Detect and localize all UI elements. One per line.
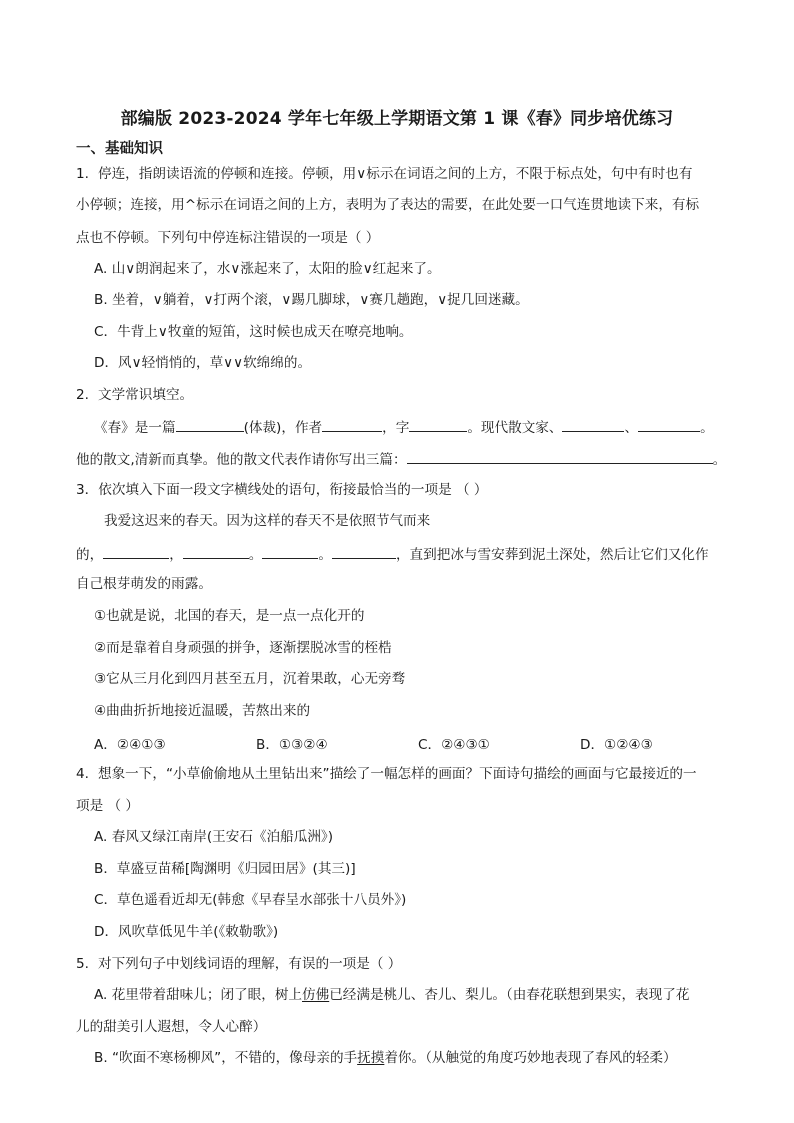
q3-line-4: 自己根芽萌发的雨露。: [76, 576, 212, 592]
q3-line-1: 3．依次填入下面一段文字横线处的语句，衔接最恰当的一项是 （ ）: [76, 482, 488, 498]
q3-text-3a: 的，: [76, 547, 104, 563]
q5-option-a-text-2: 已经满是桃儿、杏儿、梨儿。（由春花联想到果实，表现了花: [329, 987, 690, 1003]
q1-option-b[interactable]: B. 坐着，∨躺着，∨打两个滚，∨踢几脚球，∨赛几趟跑，∨捉几回迷藏。: [94, 292, 529, 308]
q4-option-a[interactable]: A. 春风又绿江南岸(王安石《泊船瓜洲》): [94, 829, 334, 845]
q4-option-b[interactable]: B．草盛豆苗稀[陶渊明《归园田居》(其三)]: [94, 861, 356, 877]
q3-option-d[interactable]: D．①②④③: [580, 737, 653, 753]
q1-line-1: [76, 164, 692, 184]
q3-blank-3[interactable]: [262, 543, 318, 559]
q4-text-1: 想象一下，“小草偷偷地从土里钻出来”描绘了一幅怎样的画面？下面诗句描绘的画面与它最接近的一: [98, 766, 697, 782]
q5-underlined-word-a: 仿佛: [302, 987, 330, 1003]
q2-text-2f: 。: [700, 420, 714, 436]
q2-blank-genre[interactable]: [176, 416, 244, 432]
q4-option-d[interactable]: D．风吹草低见牛羊(《敕勒歌》): [94, 924, 279, 940]
q1-text-1: 停连，指朗读语流的停顿和连接。停顿，用∨标示在词语之间的上方，不限于标点处，句中有时也有: [98, 166, 693, 182]
q2-number: 2.: [76, 387, 89, 403]
q3-option-c[interactable]: C．②④③①: [418, 737, 490, 753]
q2-text-3b: 。: [712, 452, 727, 468]
q5-option-b-text-2: 着你。（从触觉的角度巧妙地表现了春风的轻柔）: [384, 1050, 677, 1066]
q3-option-b[interactable]: B．①③②④: [256, 737, 328, 753]
q3-sentence-2: ②而是靠着自身顽强的拼争，逐渐摆脱冰雪的桎梏: [94, 640, 392, 656]
q2-text-1: 文学常识填空。: [98, 387, 194, 403]
q3-text-3c: 。: [248, 547, 263, 563]
q3-sentence-4: ④曲曲折折地接近温暖，苦熬出来的: [94, 703, 311, 719]
q1-line-3: 点也不停顿。下列句中停连标注错误的一项是（ ）: [76, 230, 380, 246]
q1-number: 1.: [76, 166, 89, 182]
q5-option-a-text: A. 花里带着甜味儿；闭了眼，树上: [94, 987, 303, 1003]
q2-text-2b: (体裁)，作者: [243, 420, 323, 436]
q5-text-1: 对下列句子中划线词语的理解，有误的一项是（ ）: [98, 956, 402, 972]
q2-blank-identity-1[interactable]: [562, 416, 624, 432]
q2-blank-identity-2[interactable]: [638, 416, 700, 432]
q2-text-2c: ，字: [382, 420, 410, 436]
section-heading: 一、基础知识: [76, 141, 163, 157]
page-title: 部编版 2023-2024 学年七年级上学期语文第 1 课《春》同步培优练习: [120, 109, 674, 129]
q2-blank-works[interactable]: [407, 448, 713, 464]
q5-option-b-text: B. “吹面不寒杨柳风”，不错的，像母亲的手: [94, 1050, 358, 1066]
q4-number: 4.: [76, 766, 89, 782]
q3-option-a[interactable]: A．②④①③: [94, 737, 166, 753]
q3-text-3d: 。: [318, 547, 332, 563]
q5-option-b[interactable]: [94, 1048, 677, 1068]
q5-line-1: [76, 954, 401, 974]
q5-number: 5.: [76, 956, 89, 972]
q2-blank-author[interactable]: [322, 416, 382, 432]
q4-line-1: [76, 764, 697, 784]
q1-option-c[interactable]: C．牛背上∨牧童的短笛，这时候也成天在嘹亮地响。: [94, 324, 413, 340]
q3-sentence-1: ①也就是说，北国的春天，是一点一点化开的: [94, 608, 365, 624]
q5-option-a-line-2: 儿的甜美引人遐想，令人心醉）: [76, 1019, 267, 1035]
q3-blank-4[interactable]: [332, 543, 396, 559]
q3-text-3e: ，直到把冰与雪安葬到泥土深处，然后让它们又化作: [395, 547, 709, 563]
q2-text-2e: 、: [624, 420, 639, 436]
q3-sentence-3: ③它从三月化到四月甚至五月，沉着果敢，心无旁骛: [94, 671, 406, 687]
q2-blank-courtesy-name[interactable]: [409, 416, 467, 432]
q1-line-2: 小停顿；连接，用^标示在词语之间的上方，表明为了表达的需要，在此处要一口气连贯地读下来，有标: [76, 197, 700, 213]
q3-blank-2[interactable]: [183, 543, 249, 559]
q2-text-2d: 。现代散文家、: [467, 420, 563, 436]
q1-option-a[interactable]: A. 山∨朗润起来了，水∨涨起来了，太阳的脸∨红起来了。: [94, 261, 441, 277]
q3-blank-1[interactable]: [103, 543, 169, 559]
q4-line-2: 项是 （ ）: [76, 798, 140, 814]
q4-option-c[interactable]: C．草色遥看近却无(韩愈《早春呈水部张十八员外》): [94, 892, 407, 908]
q5-underlined-word-b: 抚摸: [357, 1050, 385, 1066]
q1-option-d[interactable]: D．风∨轻悄悄的，草∨∨软绵绵的。: [94, 355, 312, 371]
q2-line-2: [94, 416, 714, 438]
q2-text-2a: 《春》是一篇: [94, 420, 176, 436]
q2-line-1: [76, 385, 193, 405]
q2-line-3: [76, 448, 726, 470]
q3-line-2: 我爱这迟来的春天。因为这样的春天不是依照节气而来: [104, 513, 431, 529]
q3-line-3: [76, 543, 709, 565]
q5-option-a[interactable]: [94, 985, 689, 1005]
q2-text-3a: 他的散文,清新而真挚。他的散文代表作请你写出三篇：: [76, 452, 407, 468]
q3-text-3b: ，: [169, 547, 183, 563]
